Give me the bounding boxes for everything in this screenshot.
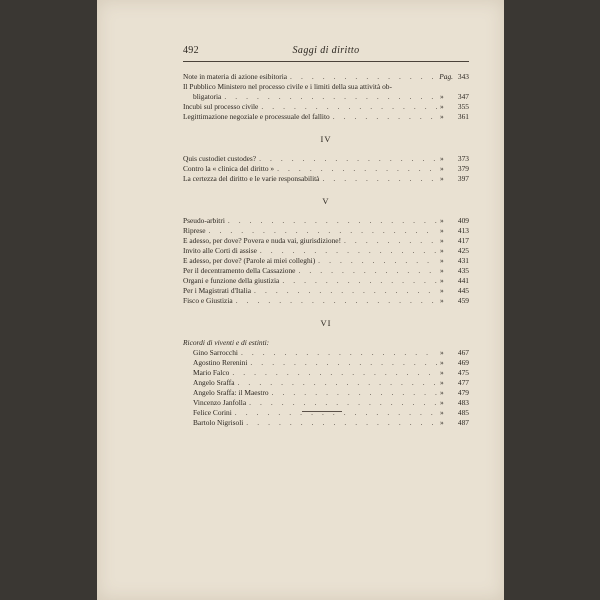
entry-page: 487: [457, 418, 469, 427]
entry-page: 409: [457, 216, 469, 225]
entry-page: 459: [457, 296, 469, 305]
entry-title: Bartolo Nigrisoli: [193, 418, 244, 427]
section-heading: IV: [320, 134, 332, 144]
entry-title: Note in materia di azione esibitoria: [183, 72, 288, 81]
entry-page: 425: [457, 246, 469, 255]
entry-mark: »: [440, 418, 444, 427]
toc-entry: [183, 398, 469, 408]
dot-leader: [236, 296, 437, 306]
entry-mark: »: [440, 164, 444, 173]
dot-leader: [259, 154, 437, 164]
dot-leader: [238, 378, 437, 388]
entry-title: Invito alle Corti di assise: [183, 246, 257, 255]
entry-title: Angelo Sraffa: [193, 378, 235, 387]
section-heading: V: [322, 196, 330, 206]
dot-leader: [228, 216, 437, 226]
entry-page: 347: [457, 92, 469, 101]
dot-leader: [333, 112, 437, 122]
entry-page: 445: [457, 286, 469, 295]
entry-mark: Pag.: [439, 72, 453, 81]
toc-entry: [183, 378, 469, 388]
entry-page: 435: [457, 266, 469, 275]
entry-title: Felice Corini: [193, 408, 232, 417]
entry-title: Pseudo-arbitri: [183, 216, 225, 225]
entry-title: E adesso, per dove? Povera e nuda vai, giurisdizione!: [183, 236, 342, 245]
entry-mark: »: [440, 154, 444, 163]
dot-leader: [254, 286, 437, 296]
entry-mark: »: [440, 236, 444, 245]
entry-title: La certezza del diritto e le varie responsabilità: [183, 174, 320, 183]
entry-title: Mario Falco: [193, 368, 230, 377]
entry-mark: »: [440, 398, 444, 407]
entry-title: Fisco e Giustizia: [183, 296, 233, 305]
entry-title: Riprese: [183, 226, 206, 235]
dot-leader: [261, 102, 437, 112]
dot-leader: [272, 388, 437, 398]
entry-title: bligatoria: [193, 92, 222, 101]
entry-mark: »: [440, 266, 444, 275]
entry-page: 479: [457, 388, 469, 397]
dot-leader: [249, 398, 437, 408]
toc-entry: [183, 358, 469, 368]
entry-page: 379: [457, 164, 469, 173]
entry-mark: »: [440, 388, 444, 397]
toc-entry: [183, 92, 469, 102]
entry-mark: »: [440, 174, 444, 183]
entry-page: 485: [457, 408, 469, 417]
dot-leader: [344, 236, 437, 246]
entry-title: Angelo Sraffa: il Maestro: [193, 388, 269, 397]
book-page: [97, 0, 504, 600]
section-heading: VI: [320, 318, 332, 328]
entry-mark: »: [440, 246, 444, 255]
entry-mark: »: [440, 276, 444, 285]
dot-leader: [260, 246, 437, 256]
entry-mark: »: [440, 92, 444, 101]
entry-page: 469: [457, 358, 469, 367]
toc-entry: [183, 216, 469, 226]
toc-entry: [183, 276, 469, 286]
entry-title: Gino Sarrocchi: [193, 348, 238, 357]
entry-title: Agostino Rerenini: [193, 358, 248, 367]
entry-page: 477: [457, 378, 469, 387]
toc-entry: [183, 102, 469, 112]
entry-page: 373: [457, 154, 469, 163]
entry-page: 397: [457, 174, 469, 183]
entry-mark: »: [440, 358, 444, 367]
toc-entry: [183, 246, 469, 256]
entry-mark: »: [440, 112, 444, 121]
entry-mark: »: [440, 378, 444, 387]
dot-leader: [224, 92, 437, 102]
entry-page: 361: [457, 112, 469, 121]
toc-entry: [183, 388, 469, 398]
entry-mark: »: [440, 226, 444, 235]
entry-page: 413: [457, 226, 469, 235]
entry-mark: »: [440, 368, 444, 377]
toc-entry: [183, 164, 469, 174]
entry-title: Per il decentramento della Cassazione: [183, 266, 296, 275]
entry-page: 475: [457, 368, 469, 377]
dot-leader: [246, 418, 437, 428]
entry-page: 431: [457, 256, 469, 265]
dot-leader: [290, 72, 436, 82]
toc-entry: [183, 418, 469, 428]
dot-leader: [318, 256, 437, 266]
running-title: Saggi di diritto: [292, 45, 360, 56]
toc-entry: [183, 368, 469, 378]
toc-entry: [183, 286, 469, 296]
toc-entry: [183, 82, 469, 92]
entry-page: 417: [457, 236, 469, 245]
entry-page: 343: [457, 72, 469, 81]
entry-page: 441: [457, 276, 469, 285]
toc-entry: [183, 154, 469, 164]
entry-mark: »: [440, 216, 444, 225]
toc-entry: [183, 296, 469, 306]
entry-title: Legittimazione negoziale e processuale del fallito: [183, 112, 330, 121]
entry-mark: »: [440, 296, 444, 305]
toc-entry: [183, 72, 469, 82]
entry-page: 483: [457, 398, 469, 407]
closing-rule: [302, 411, 342, 412]
entry-title: Quis custodiet custodes?: [183, 154, 257, 163]
toc-entry: [183, 266, 469, 276]
entry-title: Incubi sul processo civile: [183, 102, 259, 111]
entry-title: E adesso, per dove? (Parole ai miei colleghi): [183, 256, 316, 265]
entry-title: Organi e funzione della giustizia: [183, 276, 280, 285]
section-subheading: Ricordi di viventi e di estinti:: [183, 338, 270, 347]
entry-title: Contro la « clinica del diritto »: [183, 164, 275, 173]
toc-entry: [183, 226, 469, 236]
dot-leader: [282, 276, 437, 286]
table-of-contents: [183, 72, 469, 428]
entry-mark: »: [440, 408, 444, 417]
page-number: 492: [183, 45, 199, 56]
dot-leader: [277, 164, 437, 174]
toc-entry: [183, 408, 469, 418]
dot-leader: [235, 408, 437, 418]
toc-entry: [183, 348, 469, 358]
entry-mark: »: [440, 102, 444, 111]
page-header: [183, 45, 469, 62]
entry-page: 355: [457, 102, 469, 111]
toc-entry: [183, 174, 469, 184]
toc-entry: [183, 112, 469, 122]
entry-page: 467: [457, 348, 469, 357]
entry-mark: »: [440, 256, 444, 265]
entry-title: Vincenzo Janfolla: [193, 398, 247, 407]
dot-leader: [250, 358, 437, 368]
dot-leader: [232, 368, 437, 378]
entry-title: Il Pubblico Ministero nel processo civile e i limiti della sua attività ob-: [183, 82, 392, 91]
dot-leader: [241, 348, 437, 358]
dot-leader: [322, 174, 437, 184]
entry-mark: »: [440, 348, 444, 357]
entry-mark: »: [440, 286, 444, 295]
toc-entry: [183, 236, 469, 246]
dot-leader: [298, 266, 437, 276]
toc-entry: [183, 256, 469, 266]
entry-title: Per i Magistrati d'Italia: [183, 286, 252, 295]
dot-leader: [209, 226, 437, 236]
